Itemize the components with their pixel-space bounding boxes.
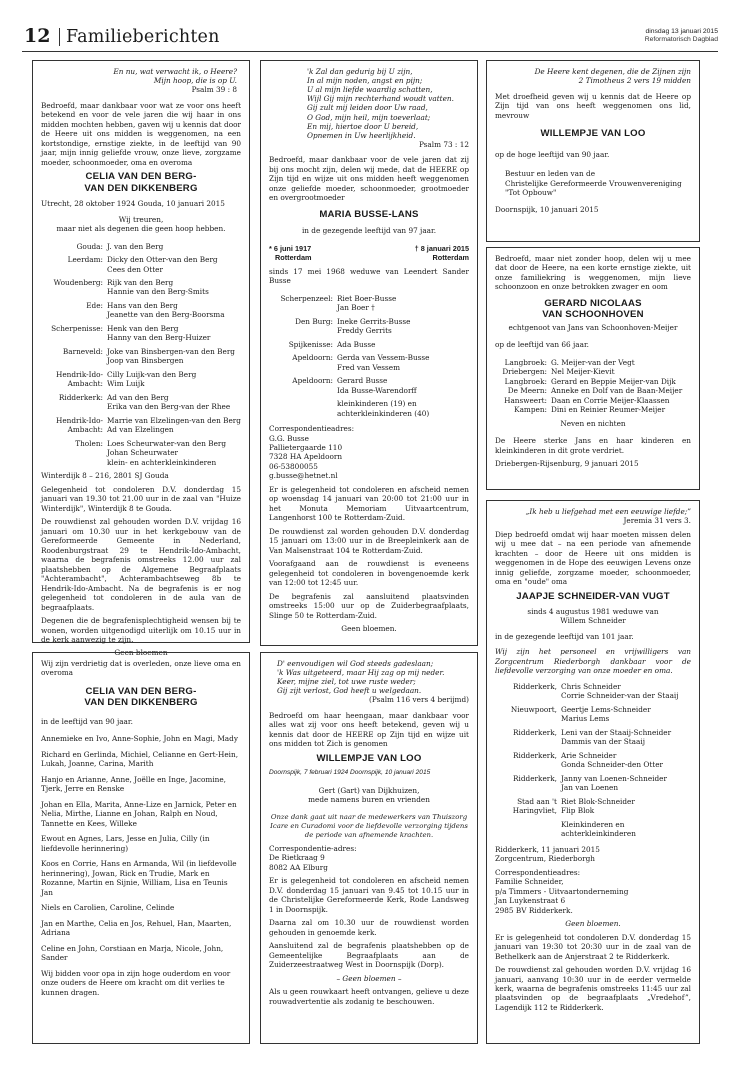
relative-place: Apeldoorn:	[292, 353, 333, 363]
obituary-willempje-family	[260, 652, 478, 1044]
relative-place: Leerdam:	[67, 255, 103, 265]
verse-reference: Jeremia 31 vers 3.	[623, 516, 691, 526]
relative-entry	[495, 396, 691, 405]
announcement-text: Bedroefd, maar dankbaar voor wat ze voor ons heeft betekend en voor de vele jaren die wij haar in ons midden mochten hebben, gaven wij u kennis dat door de Heere uit ons midden is weggenomen, na een kortstondige, ernstige ziekte, in de leeftijd van 90 jaar, mijn innig geliefde vrouw, onze lieve, zorgzame moeder, schoonmoeder, oma en overoma	[41, 100, 241, 167]
relative-entry	[269, 340, 469, 349]
relative-entry	[495, 751, 691, 770]
birth-death-dates	[269, 244, 469, 263]
relative-name: Ada Busse	[337, 339, 376, 349]
relative-name: Dini en Reinier Reumer-Meijer	[551, 405, 666, 415]
bible-verse: D' eenvoudigen wil God steeds gadeslaan; 'k Was uitgeteerd, maar Hij zag op mij neder. Keer, mijne ziel, tot uwe ruste weder; Gij zijt verlost, God heeft u welgedaan. (Psalm 116 vers 4 berijmd)	[277, 659, 469, 705]
relative-name: Jan Boer †	[337, 303, 375, 313]
condolence-info: Er is gelegenheid tot condoleren en afscheid nemen op woensdag 14 januari van 20:00 tot 21:00 uur in het Monuta Memoriam Uitvaartcentrum, Langenhorst 100 te Rotterdam-Zuid.	[269, 484, 469, 523]
relative-place: Ridderkerk:	[58, 392, 103, 402]
relative-name: Loes Scheurwater-van den Berg	[107, 438, 227, 448]
relative-entry	[41, 439, 241, 467]
relative-entry	[495, 728, 691, 747]
relative-entry	[495, 377, 691, 386]
bible-verse: De Heere kent degenen, die de Zijnen zijn 2 Timotheus 2 vers 19 midden	[495, 67, 691, 86]
relative-name: Leni van der Staaij-Schneider	[561, 727, 672, 737]
life-dates: Utrecht, 28 oktober 1924 Gouda, 10 januari 2015	[41, 199, 225, 209]
condolence-wish: Wij treuren, maar niet als degenen die geen hoop hebben.	[56, 214, 226, 234]
verse-reference: Psalm 39 : 8	[191, 85, 237, 95]
relative-name: Joke van Binsbergen-van den Berg	[107, 346, 235, 356]
relative-entry	[41, 370, 241, 389]
relative-name: Erika van den Berg-van der Rhee	[107, 402, 231, 412]
relative-name: Ineke Gerrits-Busse	[337, 316, 411, 326]
family-address: Winterdijk 8 – 216, 2801 SJ Gouda	[41, 471, 169, 481]
page-number: 12	[24, 25, 51, 47]
family-entry: Jan en Marthe, Celia en Jos, Rehuel, Han, Maarten, Adriana	[41, 918, 232, 938]
no-flowers-note: Geen bloemen.	[341, 624, 397, 634]
birth-date: * 6 juni 1917	[269, 243, 312, 253]
relative-name: Fred van Vessem	[337, 362, 400, 372]
page-header	[22, 26, 718, 52]
relative-name: Riet Blok-Schneider	[561, 796, 635, 806]
obituary-jaapje-schneider	[486, 500, 700, 1044]
relative-name: achterkleinkinderen	[561, 829, 636, 839]
relative-place: Hendrik-Ido-Ambacht:	[55, 369, 103, 389]
relative-place: Barneveld:	[62, 346, 103, 356]
relative-entry	[41, 278, 241, 297]
verse-line: En nu, wat verwacht ik, o Heere?	[113, 67, 237, 76]
relative-entry	[41, 347, 241, 366]
thanks-note: Wij zijn het personeel en vrijwilligers van Zorgcentrum Riederborgh dankbaar voor de liefdevolle verzorging van onze moeder en oma.	[495, 647, 691, 676]
bible-verse: 'k Zal dan gedurig bij U zijn, In al mijn noden, angst en pijn; U al mijn liefde waardig schatten, Wijl Gij mijn rechterhand woudt vatten. Gij zult mij leiden door Uw raad, O God, mijn heil, mijn toeverlaat; En mij, hiertoe door U bereid, Opnemen in Uw heerlijkheid. Psalm 73 : 12	[307, 67, 469, 149]
condolence-info: Er is gelegenheid tot condoleren D.V. donderdag 15 januari van 19:30 tot 20:30 uur in de zaal van de Bethelkerk aan de Anjerstraat 2 te Ridderkerk.	[495, 932, 691, 961]
correspondence-address: Correspondentieadres: Familie Schneider, p/a Timmers - Uitvaartonderneming Jan Luykenstraat 6 2985 BV Ridderkerk.	[495, 867, 629, 915]
relative-name: klein- en achterkleinkinderen	[107, 457, 217, 467]
birth-place: Rotterdam	[275, 253, 312, 263]
family-entry: Ewout en Agnes, Lars, Jesse en Julia, Cilly (in liefdevolle herinnering)	[41, 834, 210, 853]
relative-name: Nel Meijer-Kievit	[551, 367, 615, 377]
announcement-text: Wij zijn verdrietig dat is overleden, onze lieve oma en overoma	[41, 659, 241, 678]
relative-entry	[269, 353, 469, 372]
relative-name: Wim Luijk	[107, 379, 145, 389]
relative-place: Spijkenisse:	[288, 339, 333, 349]
relative-place: Scherpenisse:	[51, 323, 103, 333]
deceased-name: CELIA VAN DEN BERG- VAN DEN DIKKENBERG	[84, 685, 198, 709]
burial-info: Aansluitend zal de begrafenis plaatshebben op de Gemeentelijke Begraafplaats aan de Zuiderzeestraatweg West in Doornspijk (Dorp).	[269, 941, 469, 970]
no-flowers-note: – Geen bloemen –	[336, 973, 402, 983]
relative-entry	[495, 682, 691, 701]
family-entry: Niels en Carolien, Caroline, Celinde	[41, 903, 175, 913]
relative-place: Langbroek:	[504, 357, 547, 367]
correspondence-address: Correspondentie-adres: De Rietkraag 9 8082 AA Elburg	[269, 843, 357, 872]
relative-place: Woudenberg:	[53, 278, 103, 287]
relative-entry	[495, 797, 691, 816]
relative-name: Gonda Schneider-den Otter	[561, 760, 664, 770]
relative-name: Rijk van den Berg	[107, 278, 174, 287]
relative-entry	[41, 255, 241, 274]
relative-entry	[495, 820, 691, 839]
family-entry: Koos en Corrie, Hans en Armanda, Wil (in liefdevolle herinnering), Jowan, Rick en Trudie, Mark en Rozanne, Martin en Sijnie, William, Lisa en Teunis Jan	[41, 859, 237, 897]
condolence-info: Er is gelegenheid tot condoleren en afscheid nemen D.V. donderdag 15 januari van 9.45 tot 10.15 uur in de Christelijke Gereformeerde Kerk, Rode Landsweg 1 in Doornspijk.	[269, 876, 469, 914]
relative-place: Den Burg:	[295, 316, 333, 326]
relative-name: Riet Boer-Busse	[337, 293, 397, 303]
nephews-nieces: Neven en nichten	[560, 418, 626, 428]
relatives-list	[495, 682, 691, 839]
age-text: in de leeftijd van 90 jaar.	[41, 716, 133, 726]
relative-entry	[495, 705, 691, 724]
deceased-name: MARIA BUSSE-LANS	[319, 208, 419, 220]
announcement-text: Bedroefd, maar dankbaar voor de vele jaren dat zij bij ons mocht zijn, delen wij mede, dat de HEERE op Zijn tijd en wijze uit ons midden heeft weggenomen onze geliefde moeder, schoonmoeder, grootmoeder en overgrootmoeder	[269, 155, 469, 203]
family-signature: Gert (Gart) van Dijkhuizen, mede namens buren en vrienden	[308, 785, 430, 805]
relative-place	[269, 399, 333, 418]
spouse-text: echtgenoot van Jans van Schoonhoven-Meijer	[508, 322, 678, 332]
relative-name: Janny van Loenen-Schneider	[561, 773, 667, 783]
grandchildren-list	[41, 734, 241, 997]
relative-entry	[495, 386, 691, 395]
relative-name: Kleinkinderen en	[561, 819, 625, 829]
relative-name: Ida Busse-Warendorff	[337, 385, 417, 395]
relative-name: Hans van den Berg	[107, 300, 178, 310]
verse-line: Mijn hoop, die is op U.	[153, 76, 237, 86]
relative-name: Gerard Busse	[337, 376, 388, 386]
relative-name: Daan en Corrie Meijer-Klaassen	[551, 395, 670, 405]
family-entry: Johan en Ella, Marita, Anne-Lize en Jarnick, Peter en Nelia, Mirthe, Lianne en Johan, Ralph en Noud, Tannette en Kees, Willeke	[41, 799, 237, 828]
obituary-celia-family	[32, 60, 250, 658]
relative-name: Flip Blok	[561, 806, 595, 816]
deceased-name: CELIA VAN DEN BERG- VAN DEN DIKKENBERG	[84, 171, 198, 194]
relative-place: Ridderkerk,	[513, 681, 557, 691]
age-text: op de hoge leeftijd van 90 jaar.	[495, 149, 610, 159]
age-text: op de leeftijd van 66 jaar.	[495, 340, 589, 350]
relative-name: Arie Schneider	[561, 750, 617, 760]
relative-entry	[41, 416, 241, 435]
relative-entry	[495, 358, 691, 367]
relative-place: Kampen:	[514, 405, 547, 415]
relative-name: Marius Lems	[561, 714, 610, 724]
association-signature: Bestuur en leden van de Christelijke Gereformeerde Vrouwenvereniging "Tot Opbouw"	[505, 169, 682, 197]
announcement-text: Bedroefd, maar niet zonder hoop, delen wij u mee dat door de Heere, na een korte ernstige ziekte, uit onze familiekring is weggenomen, mijn lieve schoonzoon en onze betrokken zwager en oom	[495, 254, 691, 292]
relative-place: Ridderkerk,	[513, 727, 557, 737]
relative-entry	[41, 393, 241, 412]
relative-name: Cilly Luijk-van den Berg	[107, 369, 197, 379]
relative-place: Ede:	[86, 300, 103, 310]
relative-name: Gerda van Vessem-Busse	[337, 353, 430, 363]
paper-name: Reformatorisch Dagblad	[644, 36, 718, 44]
relative-entry	[41, 301, 241, 320]
section-title: Familieberichten	[66, 27, 220, 47]
family-entry: Annemieke en Ivo, Anne-Sophie, John en Magi, Mady	[41, 734, 238, 744]
relative-entry	[495, 774, 691, 793]
verse-reference: Psalm 73 : 12	[418, 139, 469, 149]
relative-name: Gerard en Beppie Meijer-van Dijk	[551, 376, 676, 386]
relative-name: J. van den Berg	[107, 241, 164, 251]
relative-name: Marrie van Elzelingen-van den Berg	[107, 415, 241, 425]
relative-name: Cees den Otter	[107, 264, 163, 274]
relative-name: Ad van Elzelingen	[107, 425, 174, 435]
no-flowers-note: Geen bloemen	[114, 648, 168, 658]
life-dates: Doornspijk, 7 februari 1924 Doornspijk, 10 januari 2015	[269, 769, 431, 777]
relative-place: Nieuwpoort,	[510, 704, 557, 714]
relative-place: Tholen:	[75, 438, 103, 448]
place-date: Doornspijk, 10 januari 2015	[495, 205, 599, 215]
relative-name: Dicky den Otter-van den Berg	[107, 255, 218, 265]
service-info: De rouwdienst zal gehouden worden D.V. vrijdag 16 januari, aanvang 10:30 uur in de eerder vermelde kerk, waarna de begrafenis omstreeks 11:45 uur zal plaatsvinden op de begraafplaats „Vredehof”, Lagendijk 112 te Ridderkerk.	[495, 965, 691, 1012]
bible-verse: „Ik heb u liefgehad met een eeuwige liefde;” Jeremia 31 vers 3.	[495, 507, 691, 526]
attendance-info: Degenen die de begrafenisplechtigheid wensen bij te wonen, worden uitgenodigd uiterlijk om 10.15 uur in de kerk aanwezig te zijn.	[41, 616, 241, 644]
announcement-text: Bedroefd om haar heengaan, maar dankbaar voor alles wat zij voor ons heeft betekend, geven wij u kennis dat door de HEERE op Zijn tijd en wijze uit ons midden tot Zich is genomen	[269, 710, 469, 749]
relative-place: Langbroek:	[504, 376, 547, 386]
family-entry: Celine en John, Corstiaan en Marja, Nicole, John, Sander	[41, 943, 224, 963]
relative-name: Anneke en Dolf van de Baan-Meijer	[551, 386, 683, 396]
widow-text: sinds 17 mei 1968 weduwe van Leendert Sander Busse	[269, 266, 469, 286]
age-text: in de gezegende leeftijd van 101 jaar.	[495, 631, 634, 641]
header-dateline	[645, 28, 718, 45]
condolence-church-info: Voorafgaand aan de rouwdienst is eveneens gelegenheid tot condoleren in bovengenoemde kerk van 12:00 tot 12:45 uur.	[269, 559, 469, 588]
bible-verse	[41, 67, 241, 95]
relative-place	[495, 820, 557, 839]
obituary-maria-busse	[260, 60, 478, 646]
widow-text: sinds 4 augustus 1981 weduwe van Willem Schneider	[527, 607, 659, 626]
deceased-name: WILLEMPJE VAN LOO	[316, 752, 422, 764]
relative-name: Hanny van den Berg-Huizer	[107, 333, 211, 343]
service-info: De rouwdienst zal worden gehouden D.V. donderdag 15 januari om 13:00 uur in de Breepleinkerk aan de Van Malsenstraat 104 te Rotterdam-Zuid.	[269, 526, 469, 555]
relative-entry	[41, 324, 241, 343]
relative-name: Geertje Lems-Schneider	[561, 704, 651, 714]
relative-place: Apeldoorn:	[292, 376, 333, 386]
place-date: Ridderkerk, 11 januari 2015 Zorgcentrum, Riederborgh	[495, 844, 600, 864]
no-flowers-note: Geen bloemen.	[565, 919, 621, 929]
death-date: † 8 januari 2015	[414, 243, 469, 253]
announcement-text: Met droefheid geven wij u kennis dat de Heere op Zijn tijd van ons heeft weggenomen ons lid, mevrouw	[495, 91, 691, 120]
relatives-list	[495, 358, 691, 415]
relative-name: Dammis van der Staaij	[561, 737, 645, 747]
burial-info: De begrafenis zal aansluitend plaatsvinden omstreeks 15:00 uur op de Zuiderbegraafplaats, Slinge 50 te Rotterdam-Zuid.	[269, 591, 469, 620]
relative-name: Freddy Gerrits	[337, 326, 392, 336]
relative-name: Hannie van den Berg-Smits	[107, 287, 209, 297]
relative-entry	[495, 367, 691, 376]
relative-entry	[269, 294, 469, 313]
verse-reference: (Psalm 116 vers 4 berijmd)	[369, 695, 469, 705]
service-info: De rouwdienst zal gehouden worden D.V. vrijdag 16 januari om 10.30 uur in het kerkgebouw van de Gereformeerde Gemeente in Nederland, Roodenburgstraat 29 te Hendrik-Ido-Ambacht, waarna de begrafenis omstreeks 12.00 uur zal plaatshebben op de Algemene Begraafplaats "Achterambacht", Achterambachtseweg 8b te Hendrik-Ido-Ambacht. Na de begrafenis is er nog gelegenheid tot condoleren in de aula van de begraafplaats.	[41, 517, 241, 612]
relative-name: G. Meijer-van der Vegt	[551, 357, 635, 367]
service-info: Daarna zal om 10.30 uur de rouwdienst worden gehouden in genoemde kerk.	[269, 918, 469, 937]
relative-name: Ad van den Berg	[107, 392, 169, 402]
announcement-text: Diep bedroefd omdat wij haar moeten missen delen wij u mee dat – na een periode van afnemende krachten – door de Heere uit ons midden is weggenomen in de Hope des eeuwigen Levens onze innig geliefde, zorgzame moeder, schoonmoeder, oma en "oude" oma	[495, 529, 691, 587]
relative-entry	[269, 399, 469, 418]
relative-name: achterkleinkinderen (40)	[337, 408, 430, 418]
obituary-willempje-association	[486, 60, 700, 242]
family-entry: Wij bidden voor opa in zijn hoge ouderdom en voor onze ouders de Heere om kracht om dit verlies te kunnen dragen.	[41, 968, 231, 997]
relative-entry	[41, 242, 241, 251]
issue-date: dinsdag 13 januari 2015	[645, 28, 718, 35]
relatives-list	[269, 294, 469, 418]
relative-entry	[269, 376, 469, 395]
relative-name: Corrie Schneider-van der Staaij	[561, 691, 679, 701]
deceased-name: WILLEMPJE VAN LOO	[540, 128, 646, 140]
deceased-name: GERARD NICOLAAS VAN SCHOONHOVEN	[542, 297, 644, 321]
relative-entry	[495, 405, 691, 414]
relative-place: Ridderkerk,	[513, 750, 557, 760]
thanks-note: Onze dank gaat uit naar de medewerkers van Thuiszorg Icare en Curadomi voor de liefdevolle verzorging tijdens de periode van afnemende krachten.	[270, 812, 468, 839]
blessing-text: De Heere sterke Jans en haar kinderen en kleinkinderen in dit grote verdriet.	[495, 436, 691, 455]
age-text: in de gezegende leeftijd van 97 jaar.	[301, 226, 437, 236]
relative-name: Jan van Loenen	[561, 783, 619, 793]
verse-reference: 2 Timotheus 2 vers 19 midden	[578, 76, 691, 86]
deceased-name: JAAPJE SCHNEIDER-VAN VUGT	[516, 590, 670, 602]
relative-name: Joop van Binsbergen	[107, 356, 184, 366]
relative-place: Driebergen:	[502, 367, 547, 377]
relative-place: Scherpenzeel:	[280, 293, 333, 303]
correspondence-address: Correspondentieadres: G.G. Busse Pallietergaarde 110 7328 HA Apeldoorn 06-53800055 g.busse@hetnet.nl	[269, 424, 355, 481]
header-divider	[59, 28, 60, 46]
relative-place: Gouda:	[76, 241, 103, 251]
relative-place: Hansweert:	[504, 395, 547, 405]
family-entry: Richard en Gerlinda, Michiel, Celianne en Gert-Hein, Lukah, Joanne, Carina, Marith	[41, 749, 239, 769]
family-entry: Hanjo en Arianne, Anne, Joëlle en Inge, Jacomine, Tjerk, Jerre en Renske	[41, 774, 226, 794]
relatives-list	[41, 242, 241, 468]
place-date: Driebergen-Rijsenburg, 9 januari 2015	[495, 459, 639, 469]
relative-name: Henk van den Berg	[107, 323, 179, 333]
relative-place: De Meern:	[507, 386, 547, 396]
relative-name: Jeanette van den Berg-Boorsma	[107, 310, 225, 320]
condolence-info: Gelegenheid tot condoleren D.V. donderdag 15 januari van 19.30 tot 21.00 uur in de zaal van "Huize Winterdijk", Winterdijk 8 te Gouda.	[41, 484, 241, 513]
notice-text: Als u geen rouwkaart heeft ontvangen, gelieve u deze rouwadvertentie als zodanig te beschouwen.	[269, 987, 469, 1006]
death-place: Rotterdam	[432, 253, 469, 263]
relative-place: Ridderkerk,	[513, 773, 557, 783]
relative-place: Stad aan 't Haringvliet,	[512, 796, 557, 816]
relative-name: Chris Schneider	[561, 681, 621, 691]
relative-name: kleinkinderen (19) en	[337, 399, 417, 409]
relative-name: Johan Scheurwater	[107, 448, 179, 458]
obituary-gerard-van-schoonhoven	[486, 247, 700, 490]
relative-entry	[269, 317, 469, 336]
relative-place: Hendrik-Ido-Ambacht:	[55, 415, 103, 435]
obituary-celia-grandchildren	[32, 652, 250, 1044]
